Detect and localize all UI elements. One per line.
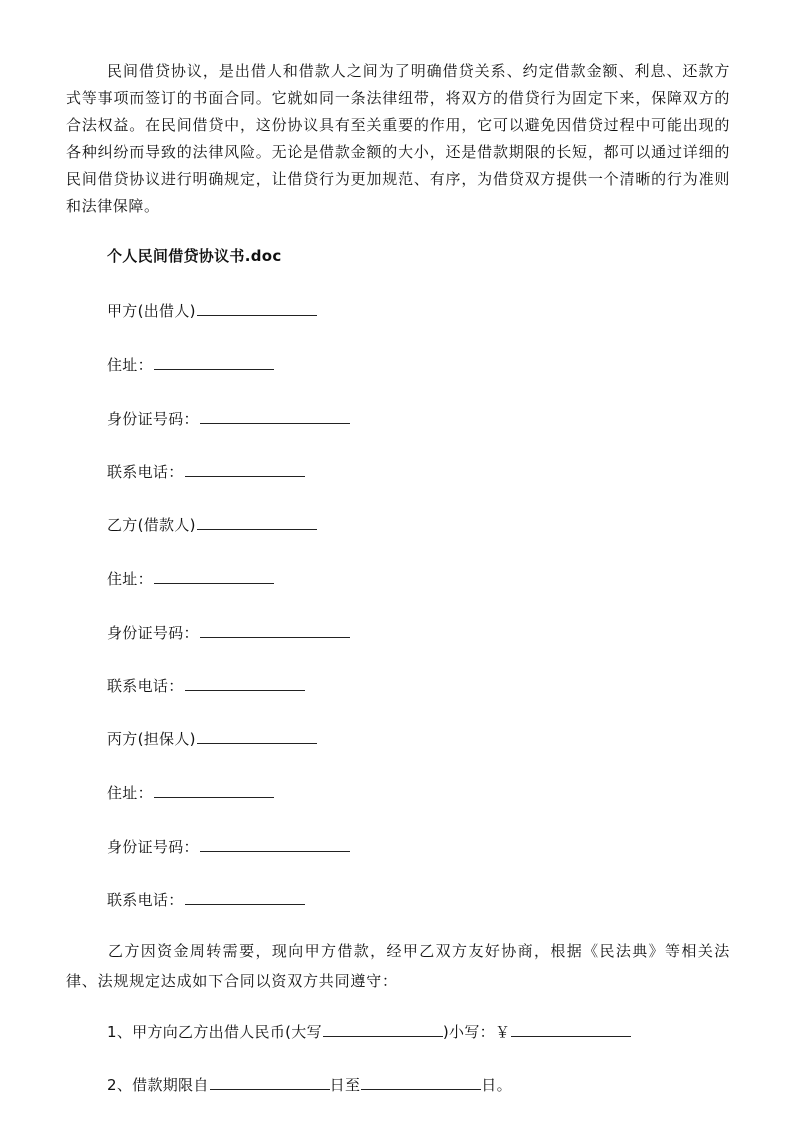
party-c-address-blank[interactable] [154,783,274,798]
clause-2-prefix: 2、借款期限自 [107,1076,209,1094]
party-c-phone-field [107,889,305,910]
party-a-address-label: 住址： [107,356,153,374]
party-c-phone-blank[interactable] [185,890,305,905]
party-a-address-blank[interactable] [154,355,274,370]
clause-2 [107,1074,512,1095]
clause-intro-paragraph: 乙方因资金周转需要，现向甲方借款，经甲乙双方友好协商，根据《民法典》等相关法律、法规规定达成如下合同以资双方共同遵守： [66,942,730,990]
document-title: 个人民间借贷协议书.doc [107,247,282,265]
party-b-address-field [107,568,274,589]
party-a-name-blank[interactable] [197,301,317,316]
party-c-id-label: 身份证号码： [107,838,199,856]
party-b-name-blank[interactable] [197,515,317,530]
party-a-phone-blank[interactable] [185,462,305,477]
party-a-id-blank[interactable] [200,409,350,424]
party-a-phone-label: 联系电话： [107,463,184,481]
clause-1-prefix: 1、甲方向乙方出借人民币(大写 [107,1023,322,1041]
party-b-phone-blank[interactable] [185,676,305,691]
intro-paragraph: 民间借贷协议，是出借人和借款人之间为了明确借贷关系、约定借款金额、利息、还款方式等事项而签订的书面合同。它就如同一条法律纽带，将双方的借贷行为固定下来，保障双方的合法权益。在民间借贷中，这份协议具有至关重要的作用，它可以避免因借贷过程中可能出现的各种纠纷而导致的法律风险。无论是借款金额的大小，还是借款期限的长短，都可以通过详细的民间借贷协议进行明确规定，让借贷行为更加规范、有序，为借贷双方提供一个清晰的行为准则和法律保障。 [66,62,730,215]
clause-1-amount-lowercase-blank[interactable] [511,1022,631,1037]
party-c-label: 丙方(担保人) [107,730,196,748]
party-c-id-field [107,836,350,857]
party-c-address-label: 住址： [107,784,153,802]
clause-2-start-date-blank[interactable] [210,1075,330,1090]
clause-2-end-date-blank[interactable] [361,1075,481,1090]
party-b-label-field [107,514,317,535]
clause-2-suffix: 日。 [481,1076,512,1094]
party-b-phone-field [107,675,305,696]
party-c-phone-label: 联系电话： [107,891,184,909]
party-b-id-blank[interactable] [200,623,350,638]
party-a-id-field [107,408,350,429]
party-a-phone-field [107,461,305,482]
party-a-id-label: 身份证号码： [107,410,199,428]
party-b-label: 乙方(借款人) [107,516,196,534]
party-b-id-field [107,622,350,643]
party-c-label-field [107,728,317,749]
party-a-address-field [107,354,274,375]
party-b-id-label: 身份证号码： [107,624,199,642]
party-b-address-label: 住址： [107,570,153,588]
party-b-phone-label: 联系电话： [107,677,184,695]
clause-1-amount-uppercase-blank[interactable] [323,1022,443,1037]
clause-2-middle: 日至 [329,1076,361,1094]
party-a-label: 甲方(出借人) [107,302,196,320]
party-c-id-blank[interactable] [200,837,350,852]
party-a-label-field [107,300,317,321]
party-c-name-blank[interactable] [197,729,317,744]
party-c-address-field [107,782,274,803]
clause-1 [107,1021,631,1042]
clause-1-middle: )小写：￥ [442,1023,511,1041]
party-b-address-blank[interactable] [154,569,274,584]
